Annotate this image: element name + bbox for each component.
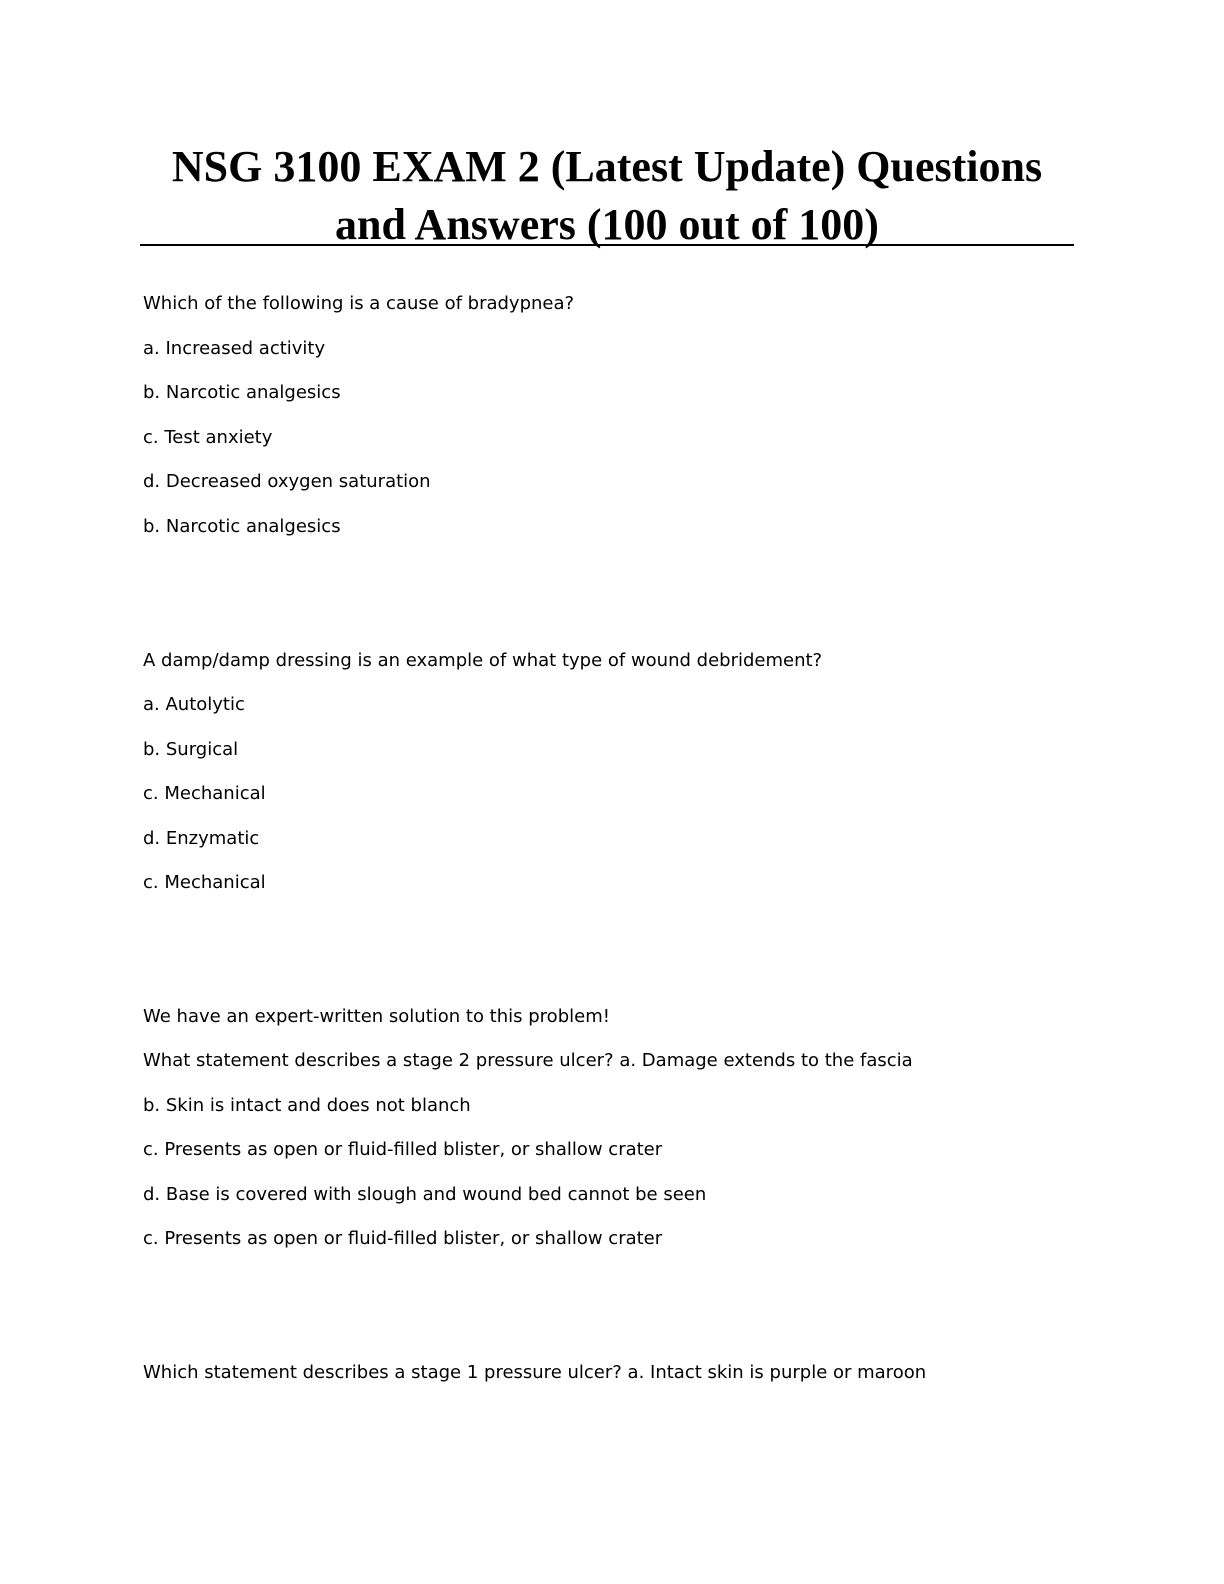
- question-2-option-d: d. Enzymatic: [143, 828, 260, 849]
- question-3-answer: c. Presents as open or fluid-filled blister, or shallow crater: [143, 1228, 663, 1249]
- question-3-option-c: c. Presents as open or fluid-filled blister, or shallow crater: [143, 1139, 663, 1160]
- question-1-prompt: Which of the following is a cause of bradypnea?: [143, 293, 575, 314]
- question-3-option-b: b. Skin is intact and does not blanch: [143, 1095, 471, 1116]
- question-2-answer: c. Mechanical: [143, 872, 266, 893]
- question-2-option-b: b. Surgical: [143, 739, 239, 760]
- title-line-1: NSG 3100 EXAM 2 (Latest Update) Questions: [171, 142, 1043, 191]
- question-3-option-d: d. Base is covered with slough and wound bed cannot be seen: [143, 1184, 707, 1205]
- question-1-option-b: b. Narcotic analgesics: [143, 382, 341, 403]
- question-2-option-c: c. Mechanical: [143, 783, 266, 804]
- question-2-option-a: a. Autolytic: [143, 694, 245, 715]
- question-1-option-d: d. Decreased oxygen saturation: [143, 471, 431, 492]
- question-3-prompt: What statement describes a stage 2 pressure ulcer? a. Damage extends to the fascia: [143, 1050, 913, 1071]
- question-4-prompt: Which statement describes a stage 1 pressure ulcer? a. Intact skin is purple or maroon: [143, 1362, 927, 1383]
- title-line-2: and Answers (100 out of 100): [335, 200, 879, 249]
- question-1-answer: b. Narcotic analgesics: [143, 516, 341, 537]
- document-title: [140, 138, 1074, 254]
- question-1-option-a: a. Increased activity: [143, 338, 326, 359]
- question-2-prompt: A damp/damp dressing is an example of what type of wound debridement?: [143, 650, 823, 671]
- question-1-option-c: c. Test anxiety: [143, 427, 273, 448]
- title-underline: [140, 244, 1074, 246]
- question-3-note: We have an expert-written solution to this problem!: [143, 1006, 610, 1027]
